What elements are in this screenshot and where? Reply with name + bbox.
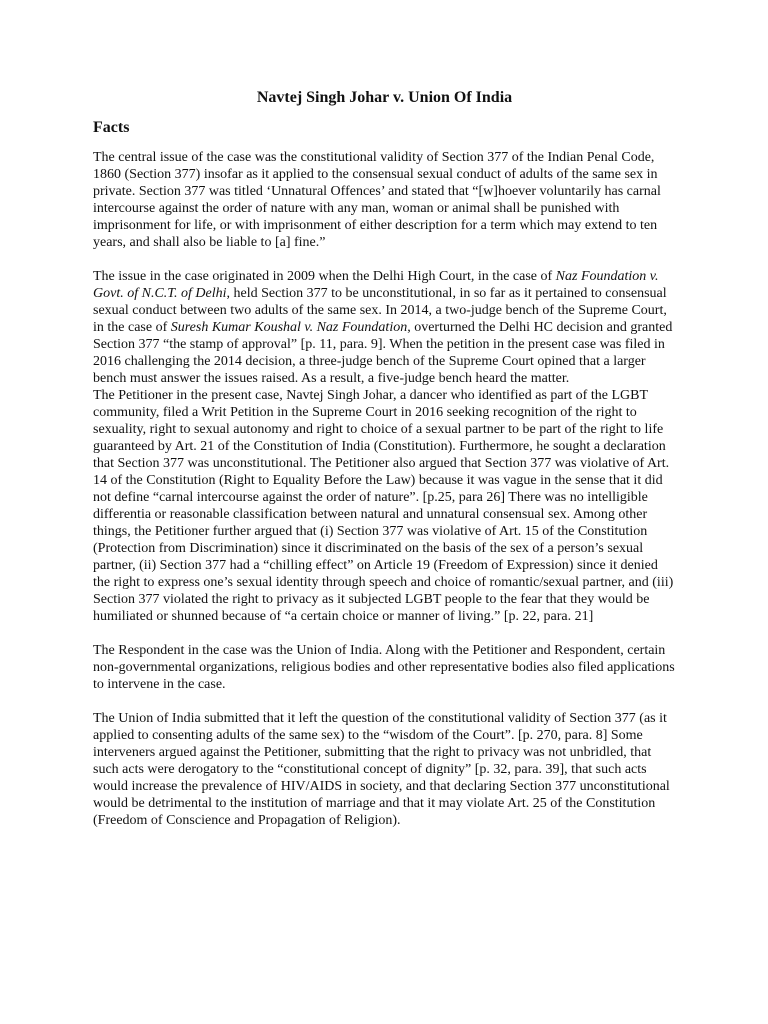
paragraph-5: The Union of India submitted that it left the question of the constitutional validity of Section 377 (as it applied to consenting adults of the same sex) to the “wisdom of the Court”. [p. 270, para. 8] Some interveners argued against the Petitioner, submitting that the right to privacy was not unbridled, that such acts were derogatory to the “constitutional concept of dignity” [p. 32, para. 39], that such acts would increase the prevalence of HIV/AIDS in society, and that declaring Section 377 unconstitutional would be detrimental to the institution of marriage and that it may violate Art. 25 of the Constitution (Freedom of Conscience and Propagation of Religion).	[93, 711, 670, 828]
case-citation-koushal: Suresh Kumar Koushal v. Naz Foundation	[170, 320, 408, 335]
section-heading: Facts	[93, 119, 130, 136]
paragraph-4: The Respondent in the case was the Union of India. Along with the Petitioner and Respondent, certain non-governmental organizations, religious bodies and other representative bodies also filed applications to intervene in the case.	[93, 643, 675, 692]
paragraph-2-text-b: , held Section 377 to be unconstitutional, in so far as it pertained to consensual sexual conduct between two adults of the same sex. In 2014, a two-judge bench of the Supreme Court, in the case of	[93, 286, 667, 335]
case-citation-naz-foundation: Naz Foundation v. Govt. of N.C.T. of Delhi	[93, 269, 659, 301]
document-title: Navtej Singh Johar v. Union Of India	[256, 89, 513, 106]
paragraph-2-text-c: , overturned the Delhi HC decision and granted Section 377 “the stamp of approval” [p. 11, para. 9]. When the petition in the present case was filed in 2016 challenging the 2014 decision, a three-judge bench of the Supreme Court opined that a larger bench must answer the issues raised. As a result, a five-judge bench heard the matter.	[93, 320, 673, 386]
paragraph-3: The Petitioner in the present case, Navtej Singh Johar, a dancer who identified as part of the LGBT community, filed a Writ Petition in the Supreme Court in 2016 seeking recognition of the right to sexuality, right to sexual autonomy and right to choice of a sexual partner to be part of the right to life guaranteed by Art. 21 of the Constitution of India (Constitution). Furthermore, he sought a declaration that Section 377 was unconstitutional. The Petitioner also argued that Section 377 was violative of Art. 14 of the Constitution (Right to Equality Before the Law) because it was vague in the sense that it did not define “carnal intercourse against the order of nature”. [p.25, para 26] There was no intelligible differentia or reasonable classification between natural and unnatural consensual sex. Among other things, the Petitioner further argued that (i) Section 377 was violative of Art. 15 of the Constitution (Protection from Discrimination) since it discriminated on the basis of the sex of a person’s sexual partner, (ii) Section 377 had a “chilling effect” on Article 19 (Freedom of Expression) since it denied the right to express one’s sexual identity through speech and choice of romantic/sexual partner, and (iii) Section 377 violated the right to privacy as it subjected LGBT people to the fear that they would be humiliated or shunned because of “a certain choice or manner of living.” [p. 22, para. 21]	[93, 388, 674, 624]
paragraph-2-text-a: The issue in the case originated in 2009 when the Delhi High Court, in the case of	[93, 269, 556, 284]
paragraph-2	[93, 268, 676, 387]
paragraph-1: The central issue of the case was the constitutional validity of Section 377 of the Indian Penal Code, 1860 (Section 377) insofar as it applied to the consensual sexual conduct of adults of the same sex in private. Section 377 was titled ‘Unnatural Offences’ and stated that “[w]hoever voluntarily has carnal intercourse against the order of nature with any man, woman or animal shall be punished with imprisonment for life, or with imprisonment of either description for a term which may extend to ten years, and shall also be liable to [a] fine.”	[93, 150, 661, 250]
